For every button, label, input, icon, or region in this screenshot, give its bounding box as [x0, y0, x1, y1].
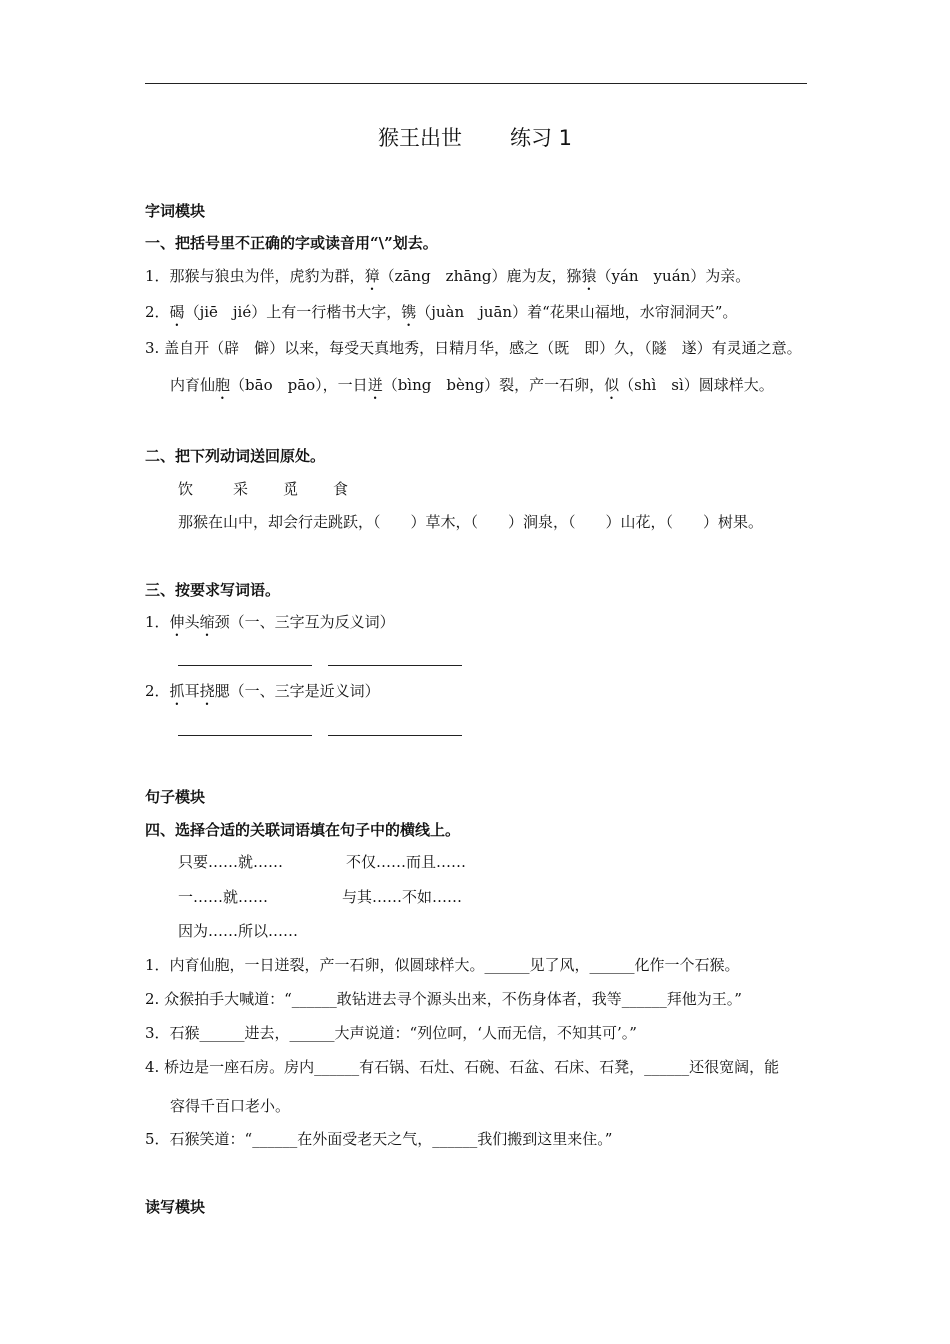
q3-heading: 三、按要求写词语。	[145, 581, 281, 599]
answer-blank[interactable]	[328, 665, 462, 666]
q4-options-row-3	[178, 920, 298, 942]
q1-line-4: 内育仙胞（bāo pāo），一日迸（bìng bèng）裂，产一石卵，似（shì sì）圆球样大。	[170, 376, 774, 394]
verb-item: 觅	[283, 480, 299, 498]
page-title	[0, 124, 950, 152]
q1-line-2: 2．碣（jiē jié）上有一行楷书大字，镌（juàn juān）着“花果山福地，水帘洞洞天”。	[145, 303, 738, 321]
option-item: 与其……不如……	[342, 888, 463, 906]
header-rule	[145, 83, 807, 84]
q2-verbs	[178, 478, 348, 500]
q4-sentence-5: 5．石猴笑道：“______在外面受老天之气，______我们搬到这里来住。”	[145, 1130, 613, 1148]
q4-sentence-3: 3．石猴______进去，______大声说道：“列位呵，‘人而无信，不知其可’。”	[145, 1024, 637, 1042]
q4-sentence-2: 2. 众猴拍手大喊道：“______敢钻进去寻个源头出来，不伤身体者，我等______拜他为王。”	[145, 990, 742, 1008]
option-item: 因为……所以……	[178, 922, 299, 940]
q4-options-row-2	[178, 886, 462, 908]
q3-item-1: 1．伸头缩颈（一、三字互为反义词）	[145, 613, 395, 631]
q1-line-1: 1．那猴与狼虫为伴，虎豹为群，獐（zāng zhāng）鹿为友，猕猿（yán yuán）为亲。	[145, 267, 751, 285]
module-heading-ju: 句子模块	[145, 788, 206, 806]
answer-blank[interactable]	[178, 665, 312, 666]
option-item: 只要……就……	[178, 853, 284, 871]
module-heading-ci: 字词模块	[145, 202, 206, 220]
q3-item-2: 2．抓耳挠腮（一、三字是近义词）	[145, 682, 380, 700]
title-main: 猴王出世	[377, 126, 462, 150]
q2-heading: 二、把下列动词送回原处。	[145, 447, 326, 465]
q4-heading: 四、选择合适的关联词语填在句子中的横线上。	[145, 821, 461, 839]
q2-sentence: 那猴在山中，却会行走跳跃，（ ）草木，（ ）涧泉，（ ）山花，（ ）树果。	[178, 513, 764, 531]
q4-sentence-4-cont: 容得千百口老小。	[170, 1097, 291, 1115]
q4-options-row-1	[178, 851, 466, 873]
q1-heading: 一、把括号里不正确的字或读音用“\”划去。	[145, 234, 438, 252]
title-sub: 练习 1	[509, 126, 573, 150]
answer-blank[interactable]	[328, 735, 462, 736]
option-item: 一……就……	[178, 888, 269, 906]
q4-sentence-4: 4. 桥边是一座石房。房内______有石锅、石灶、石碗、石盆、石床、石凳，______还很宽阔，能	[145, 1058, 780, 1076]
verb-item: 采	[233, 480, 249, 498]
verb-item: 饮	[178, 480, 194, 498]
option-item: 不仅……而且……	[346, 853, 467, 871]
q1-line-3: 3. 盖自开（辟 僻）以来，每受天真地秀，日精月华，感之（既 即）久，（隧 遂）有灵通之意。	[145, 339, 802, 357]
answer-blank[interactable]	[178, 735, 312, 736]
q4-sentence-1: 1．内育仙胞，一日迸裂，产一石卵，似圆球样大。______见了风，______化作一个石猴。	[145, 956, 740, 974]
verb-item: 食	[333, 480, 349, 498]
module-heading-du: 读写模块	[145, 1198, 206, 1216]
